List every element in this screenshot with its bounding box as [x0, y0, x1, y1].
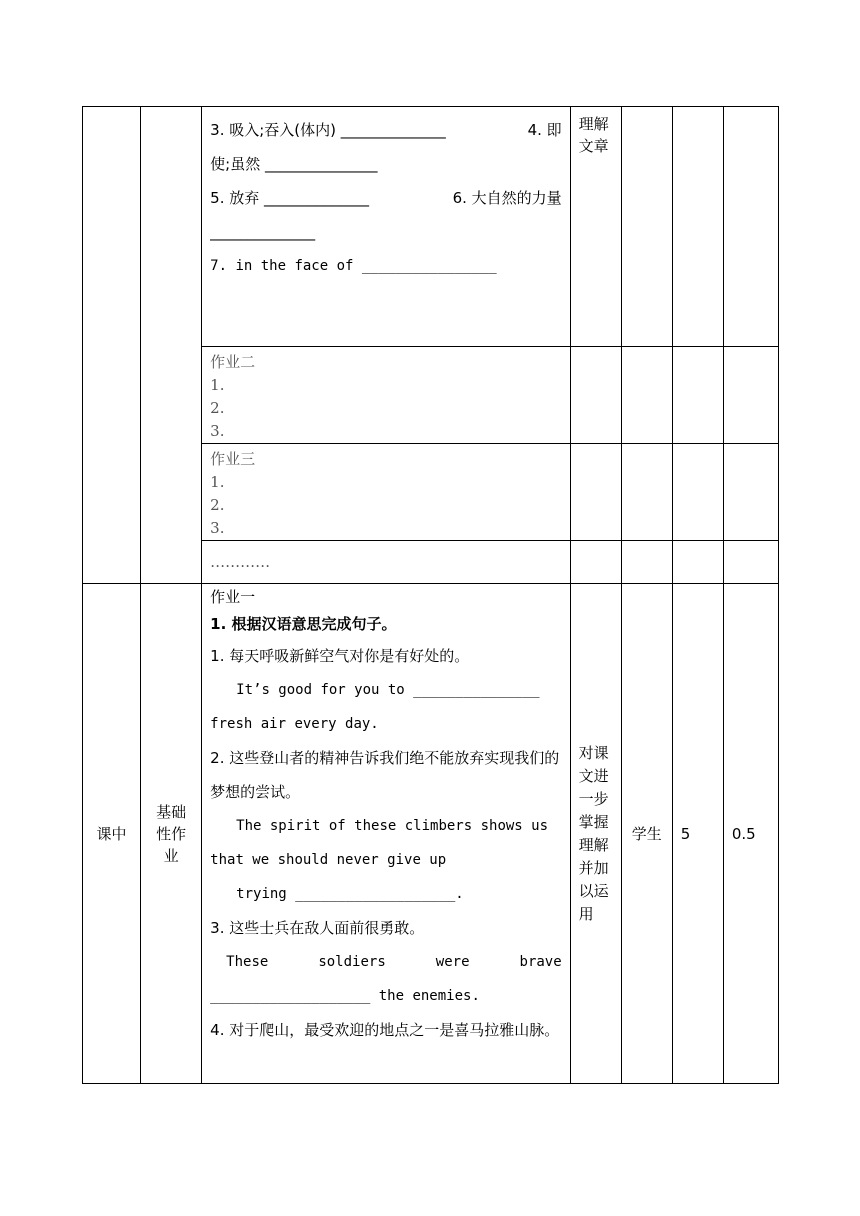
vocab-line-7: 7. in the face of ________________: [210, 258, 497, 274]
hw3-title: 作业三: [210, 450, 256, 468]
question-3-en-a: These soldiers were brave: [226, 954, 562, 970]
question-1-en-b: fresh air every day.: [210, 716, 379, 732]
question-2-en-a: The spirit of these climbers shows us: [236, 818, 549, 834]
vocab-line-4-cont: 使;虽然 _______________: [210, 155, 378, 173]
vocab-line-3-4: 3. 吸入;吞入(体内) ______________ 4. 即: [210, 121, 562, 139]
hw3-item: 2.: [210, 496, 225, 514]
section-heading: 1. 根据汉语意思完成句子。: [210, 615, 397, 633]
question-1: 1. 每天呼吸新鲜空气对你是有好处的。: [210, 647, 470, 665]
table-row: [83, 584, 779, 1084]
hw3-item: 3.: [210, 519, 225, 537]
exercise-cell: [202, 584, 571, 1084]
question-3: 3. 这些士兵在敌人面前很勇敢。: [210, 919, 425, 937]
hw2-item: 1.: [210, 376, 225, 394]
vocab-cell: [202, 107, 571, 347]
hw2-cell: [202, 347, 571, 444]
table-row: [83, 107, 779, 347]
question-3-en-b: ___________________ the enemies.: [210, 988, 480, 1004]
time-cell: 5: [672, 584, 723, 1084]
category-cell-prev: [141, 107, 202, 584]
question-2-en-c: trying ___________________.: [236, 886, 464, 902]
hw2-item: 2.: [210, 399, 225, 417]
hw1-title: 作业一: [210, 588, 256, 606]
vocab-line-5-6: 5. 放弃 ______________ 6. 大自然的力量: [210, 189, 562, 207]
hw2-item: 3.: [210, 422, 225, 440]
hw3-cell: [202, 444, 571, 541]
stage-cell: 课中: [83, 584, 141, 1084]
stage-cell-prev: [83, 107, 141, 584]
difficulty-cell: 0.5: [723, 584, 778, 1084]
difficulty-cell-top: [723, 107, 778, 347]
question-2: 2. 这些登山者的精神告诉我们绝不能放弃实现我们的梦想的尝试。: [210, 749, 560, 801]
hw2-title: 作业二: [210, 353, 256, 371]
goal-cell-top: 理解文章: [570, 107, 621, 347]
ellipsis-cell: …………: [202, 541, 571, 584]
question-4: 4. 对于爬山，最受欢迎的地点之一是喜马拉雅山脉。: [210, 1021, 560, 1039]
category-cell: 基础性作业: [141, 584, 202, 1084]
vocab-line-6-cont: ______________: [210, 223, 316, 241]
question-2-en-b: that we should never give up: [210, 852, 447, 868]
goal-cell: 对课文进一步掌握理解并加以运用: [570, 584, 621, 1084]
homework-table: [82, 106, 779, 1084]
time-cell-top: [672, 107, 723, 347]
question-1-en-a: It’s good for you to _______________: [236, 682, 540, 698]
hw3-item: 1.: [210, 473, 225, 491]
subject-cell-top: [621, 107, 672, 347]
subject-cell: 学生: [621, 584, 672, 1084]
